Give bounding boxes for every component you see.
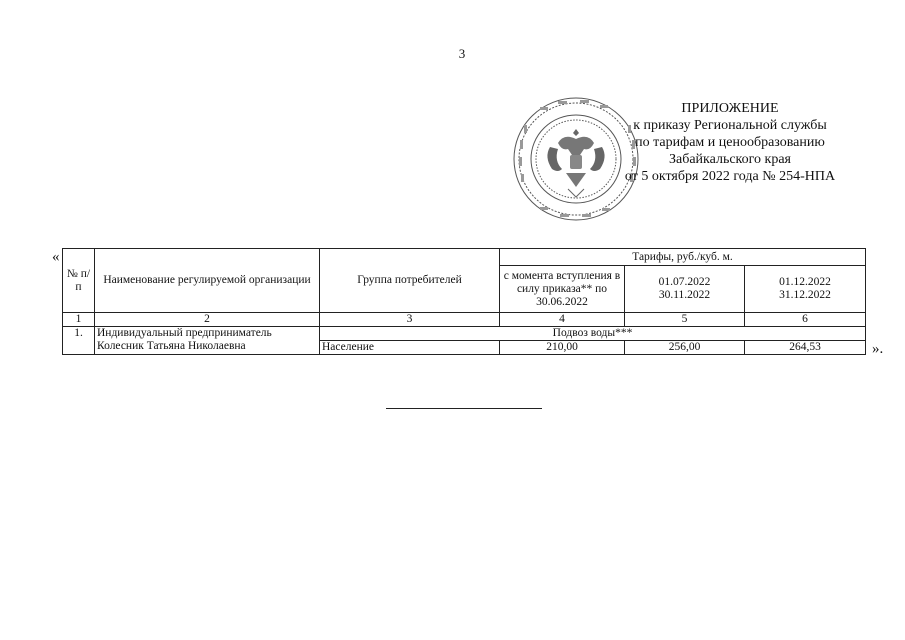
row-value-2: 256,00 [625,341,745,355]
row-service: Подвоз воды*** [320,327,866,341]
header-num: № п/п [63,249,95,313]
row-value-1: 210,00 [500,341,625,355]
header-period-2-start: 01.07.2022 [658,276,711,288]
header-period-3-end: 31.12.2022 [779,289,831,301]
appendix-line-1: к приказу Региональной службы [633,118,827,133]
header-period-2-end: 30.11.2022 [658,289,711,301]
row-org: Индивидуальный предприниматель Колесник Татьяна Николаевна [95,327,320,355]
appendix-title: ПРИЛОЖЕНИЕ [681,101,779,116]
col-number-6: 6 [745,313,866,327]
col-number-2: 2 [95,313,320,327]
header-period-3 [745,266,866,313]
row-group: Население [320,341,500,355]
col-number-5: 5 [625,313,745,327]
header-group: Группа потребителей [320,249,500,313]
appendix-line-2: по тарифам и ценообразованию [635,135,825,150]
col-number-4: 4 [500,313,625,327]
appendix-line-4: от 5 октября 2022 года № 254-НПА [624,169,836,184]
appendix-header [600,100,860,185]
header-org: Наименование регулируемой организации [95,249,320,313]
appendix-line-3: Забайкальского края [668,152,791,167]
page-number: 3 [458,46,466,61]
end-divider [386,408,542,409]
header-period-3-start: 01.12.2022 [779,276,831,288]
col-number-3: 3 [320,313,500,327]
opening-quote: « [52,249,60,265]
closing-quote: ». [872,341,884,357]
header-period-2 [625,266,745,313]
tariff-table [62,248,866,355]
row-value-3: 264,53 [745,341,866,355]
col-number-1: 1 [63,313,95,327]
header-tariffs: Тарифы, руб./куб. м. [500,249,866,266]
row-num: 1. [63,327,95,355]
header-period-1: с момента вступления в силу приказа** по 30.06.2022 [500,266,625,313]
